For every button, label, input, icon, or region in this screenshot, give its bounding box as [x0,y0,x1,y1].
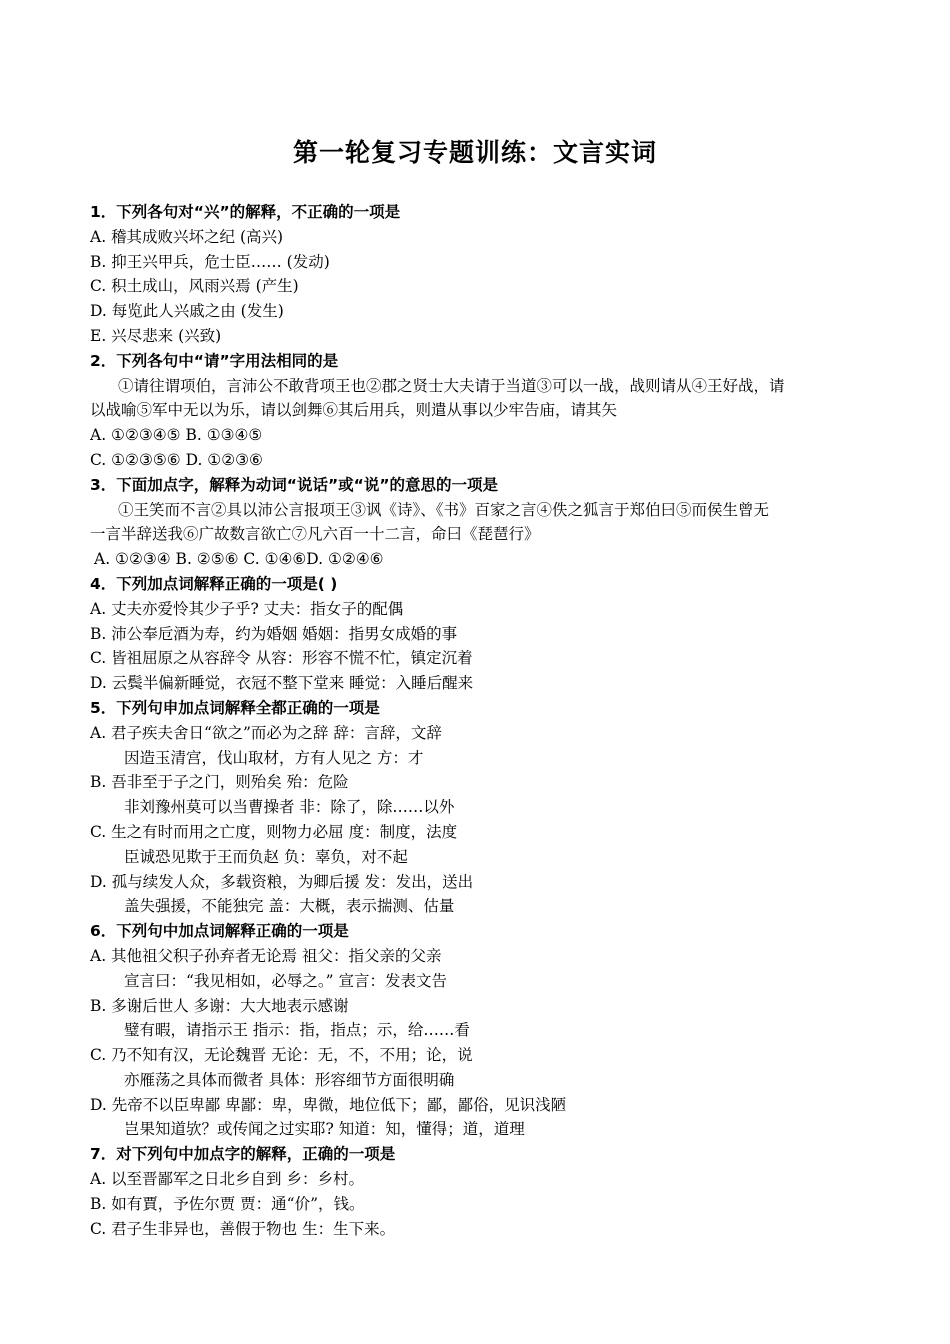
text-line: C. 乃不知有汉，无论魏晋 无论：无，不，不用；论，说 [90,1046,473,1065]
text-line: C. 皆祖屈原之从容辞令 从容：形容不慌不忙，镇定沉着 [90,649,473,668]
question-heading: 2．下列各句中“请”字用法相同的是 [90,351,339,370]
question-heading: 7．对下列句中加点字的解释，正确的一项是 [90,1145,396,1164]
text-line: D. 每览此人兴戚之由 (发生) [90,302,284,321]
page-title: 第一轮复习专题训练：文言实词 [292,138,657,167]
question-heading: 1．下列各句对“兴”的解释，不正确的一项是 [90,203,401,221]
text-line: C. 君子生非异也，善假于物也 生：生下来。 [90,1219,396,1238]
text-line: A. 其他祖父积子孙弃者无论焉 祖父：指父亲的父亲 [90,946,442,965]
text-line: C. ①②③⑤⑥ D. ①②③⑥ [90,450,263,469]
text-line: D. 先帝不以臣卑鄙 卑鄙：卑，卑微，地位低下；鄙，鄙俗，见识浅陋 [90,1095,567,1114]
text-line: 一言半辞送我⑥广故数言欲亡⑦凡六百一十二言，命曰《琵琶行》 [90,525,540,544]
question-list [90,200,880,1241]
text-line: B. 吾非至于子之门，则殆矣 殆：危险 [90,773,349,792]
text-line: ①王笑而不言②具以沛公言报项王③讽《诗》、《书》百家之言④佚之狐言于郑伯曰⑤而侯生曾无 [118,500,770,519]
text-line: D. 孤与续发人众，多载资粮，为卿后援 发：发出，送出 [90,872,474,891]
text-line: 因造玉清宫，伐山取材，方有人见之 方：才 [124,748,424,767]
question-heading: 6．下列句中加点词解释正确的一项是 [90,922,349,941]
text-line: D. 云鬓半偏新睡觉，衣冠不整下堂来 睡觉：入睡后醒来 [90,674,474,693]
text-line: A. 稽其成败兴坏之纪 (高兴) [90,227,284,246]
text-line: ①请往谓项伯，言沛公不敢背项王也②郡之贤士大夫请于当道③可以一战，战则请从④王好战，请 [118,376,785,395]
text-line: 岂果知道欤？或传闻之过实耶? 知道：知，懂得；道，道理 [124,1120,525,1139]
text-line: A. ①②③④ B. ②⑤⑥ C. ①④⑥D. ①②④⑥ [94,550,384,569]
question-heading: 3．下面加点字，解释为动词“说话”或“说”的意思的一项是 [90,475,499,494]
text-line: B. 沛公奉卮酒为寿，约为婚姻 婚姻：指男女成婚的事 [90,624,458,643]
text-line: A. 以至晋鄙军之日北乡自到 乡：乡村。 [90,1170,364,1189]
text-line: 臣诚恐见欺于王而负赵 负：辜负，对不起 [124,847,408,866]
text-line: A. 丈夫亦爱怜其少子乎? 丈夫：指女子的配偶 [90,599,404,618]
question-heading: 4．下列加点词解释正确的一项是( ) [90,574,338,593]
text-line: 盖失强援，不能独完 盖：大概，表示揣测、估量 [124,897,455,916]
text-line: B. 多谢后世人 多谢：大大地表示感谢 [90,996,349,1015]
text-line: C. 生之有时而用之亡度，则物力必屈 度：制度，法度 [90,822,458,841]
text-line: A. ①②③④⑤ B. ①③④⑤ [90,426,263,445]
text-line: A. 君子疾夫舍日“欲之”而必为之辞 辞：言辞，文辞 [90,723,442,742]
text-line: 宣言曰：“我见相如，必辱之。” 宣言：发表文告 [124,971,448,990]
text-line: B. 抑王兴甲兵，危士臣…… (发动) [90,252,330,271]
text-line: B. 如有賈，予佐尔贾 贾：通“价”，钱。 [90,1194,365,1213]
text-line: C. 积土成山，风雨兴焉 (产生) [90,277,299,296]
text-line: 非刘豫州莫可以当曹操者 非：除了，除……以外 [124,798,455,817]
text-line: 亦雁荡之具体而微者 具体：形容细节方面很明确 [124,1070,455,1089]
question-heading: 5．下列句申加点词解释全都正确的一项是 [90,698,380,717]
text-line: 璧有暇，请指示王 指示：指，指点；示，给……看 [124,1021,470,1040]
text-line: E. 兴尽悲来 (兴致) [90,326,222,345]
text-line: 以战喻⑤军中无以为乐，请以剑舞⑥其后用兵，则遣从事以少牢告庙，请其矢 [90,401,618,420]
